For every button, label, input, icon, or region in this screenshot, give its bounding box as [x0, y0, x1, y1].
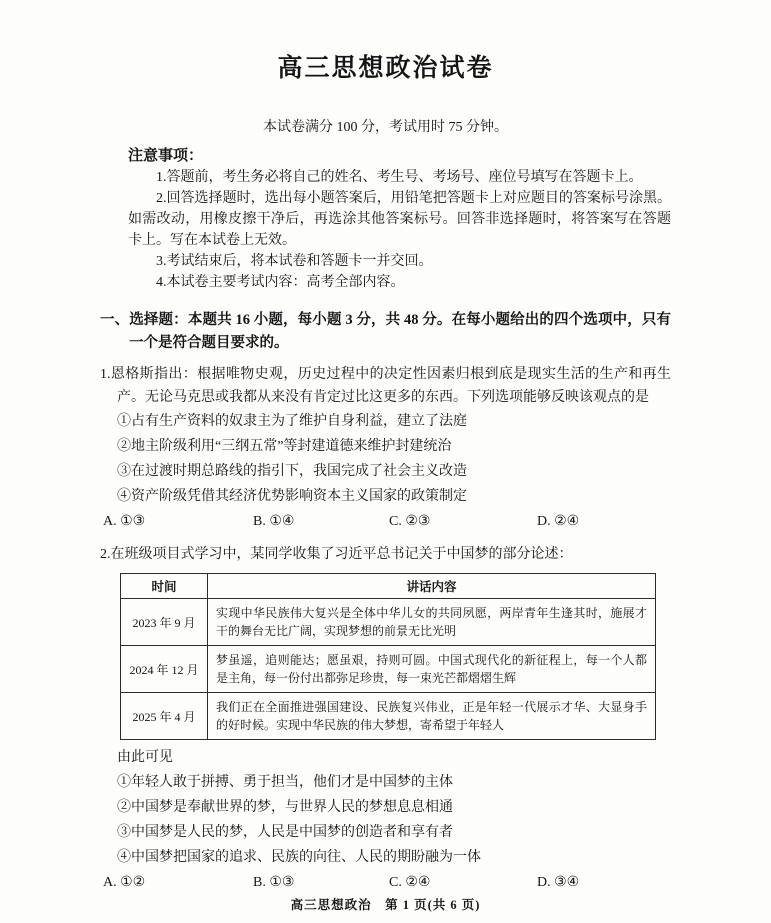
notice-heading: 注意事项：: [128, 148, 204, 164]
quote-table-row-3-content: 我们正在全面推进强国建设、民族复兴伟业，正是年轻一代展示才华、大显身手的好时候。实现中华民族的伟大梦想，寄希望于年轻人: [208, 693, 656, 740]
question-2-choice-c: C. ②④: [389, 875, 431, 890]
notice-item-3: 3.考试结束后，将本试卷和答题卡一并交回。: [156, 254, 433, 269]
page-footer: 高三思想政治 第 1 页(共 6 页): [290, 898, 481, 912]
question-1-option-1: ①占有生产资料的奴隶主为了维护自身利益，建立了法庭: [117, 414, 467, 429]
question-2-choice-d: D. ③④: [537, 875, 580, 890]
exam-meta: 本试卷满分 100 分，考试用时 75 分钟。: [263, 120, 508, 135]
quote-table-header-time: 时间: [121, 574, 208, 599]
question-1-choices: [100, 509, 671, 535]
quote-table-row-3-time: 2025 年 4 月: [121, 693, 208, 740]
question-2-choice-b: B. ①③: [253, 875, 295, 890]
exam-title: 高三思想政治试卷: [277, 55, 494, 82]
notice-section: [128, 144, 671, 293]
question-2-stem: [100, 543, 671, 566]
question-2-number: 2.: [100, 547, 111, 562]
notice-item-2: 2.回答选择题时，选出每小题答案后，用铅笔把答题卡上对应题目的答案标号涂黑。如需改动，用橡皮擦干净后，再选涂其他答案标号。回答非选择题时，将答案写在答题卡上。写在本试卷上无效。: [128, 191, 671, 248]
question-1-option-4: ④资产阶级凭借其经济优势影响资本主义国家的政策制定: [117, 489, 467, 504]
quote-table-row-1: [121, 599, 656, 646]
question-2: [100, 543, 671, 896]
quote-table-row-2-content: 梦虽遥，追则能达；愿虽艰，持则可圆。中国式现代化的新征程上，每一个人都是主角，每一份付出都弥足珍贵，每一束光芒都熠熠生辉: [208, 646, 656, 693]
notice-item-1: 1.答题前，考生务必将自己的姓名、考生号、考场号、座位号填写在答题卡上。: [156, 170, 643, 185]
quote-table-row-2-time: 2024 年 12 月: [121, 646, 208, 693]
question-1-option-3: ③在过渡时期总路线的指引下，我国完成了社会主义改造: [117, 464, 467, 479]
question-2-option-1: ①年轻人敢于拼搏、勇于担当，他们才是中国梦的主体: [117, 775, 453, 790]
question-1-number: 1.: [100, 367, 111, 382]
question-1-stem: [100, 363, 671, 409]
question-2-choice-a: A. ①②: [103, 875, 146, 890]
question-1-choice-c: C. ②③: [389, 514, 431, 529]
notice-item-4: 4.本试卷主要考试内容：高考全部内容。: [156, 275, 405, 290]
quote-table-row-1-time: 2023 年 9 月: [121, 599, 208, 646]
quote-table-row-2: [121, 646, 656, 693]
quote-table: [120, 573, 656, 740]
section-header: 一、选择题：本题共 16 小题，每小题 3 分，共 48 分。在每小题给出的四个选项中，只有一个是符合题目要求的。: [100, 312, 671, 351]
question-2-choices: [100, 870, 671, 896]
quote-table-row-3: [121, 693, 656, 740]
question-2-option-2: ②中国梦是奉献世界的梦，与世界人民的梦想息息相通: [117, 800, 453, 815]
question-2-option-4: ④中国梦把国家的追求、民族的向往、人民的期盼融为一体: [117, 850, 481, 865]
quote-table-header-content: 讲话内容: [208, 574, 656, 599]
question-1-option-2: ②地主阶级利用“三纲五常”等封建道德来维护封建统治: [117, 439, 452, 454]
question-1-text: 恩格斯指出：根据唯物史观，历史过程中的决定性因素归根到底是现实生活的生产和再生产。无论马克思或我都从来没有肯定过比这更多的东西。下列选项能够反映该观点的是: [110, 367, 671, 405]
question-2-text: 在班级项目式学习中，某同学收集了习近平总书记关于中国梦的部分论述：: [110, 547, 573, 562]
quote-table-row-1-content: 实现中华民族伟大复兴是全体中华儿女的共同夙愿，两岸青年生逢其时，施展才干的舞台无比广阔，实现梦想的前景无比光明: [208, 599, 656, 646]
question-1-choice-a: A. ①③: [103, 514, 146, 529]
quote-table-header-row: [121, 574, 656, 599]
question-1: [100, 363, 671, 535]
question-2-option-3: ③中国梦是人民的梦，人民是中国梦的创造者和享有者: [117, 825, 453, 840]
question-1-choice-b: B. ①④: [253, 514, 295, 529]
question-2-conclusion: 由此可见: [117, 750, 173, 765]
question-1-choice-d: D. ②④: [537, 514, 580, 529]
